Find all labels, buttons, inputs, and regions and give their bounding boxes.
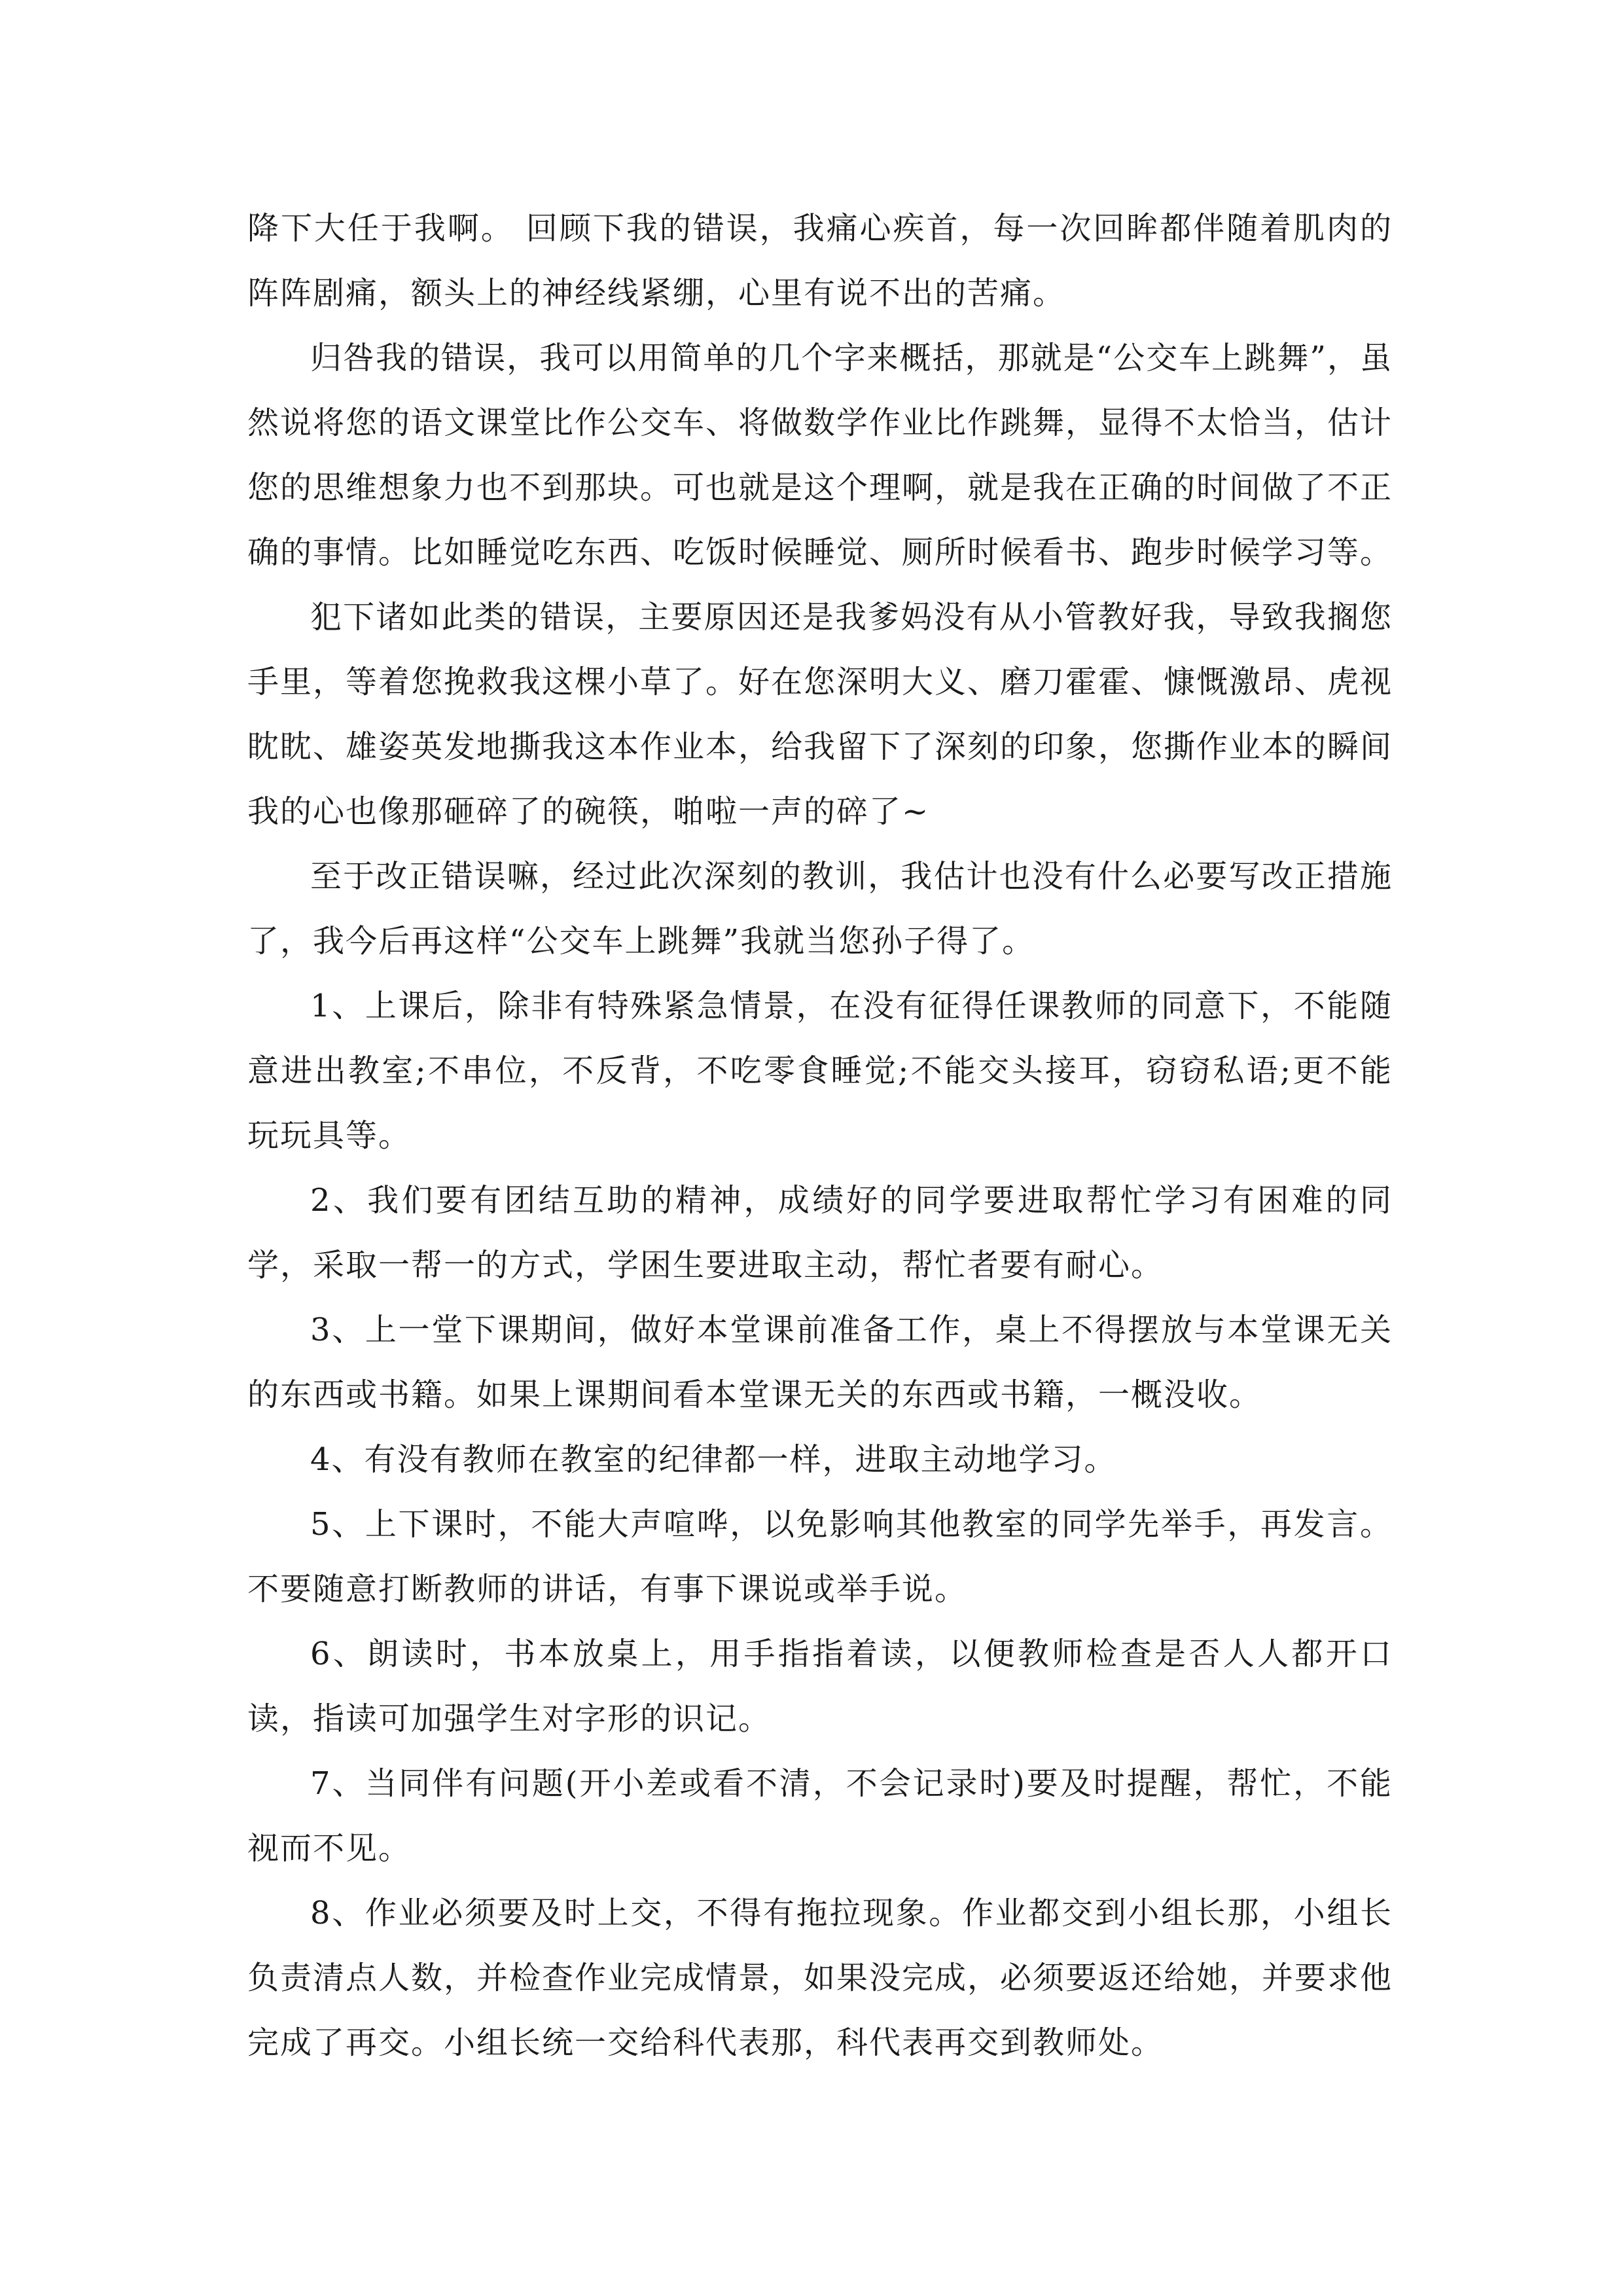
rule-item-6: 6、朗读时，书本放桌上，用手指指着读，以便教师检查是否人人都开口读，指读可加强学生对字形的识记。 [247, 1636, 1393, 1737]
rule-item-2: 2、我们要有团结互助的精神，成绩好的同学要进取帮忙学习有困难的同学，采取一帮一的方式，学困生要进取主动，帮忙者要有耐心。 [247, 1182, 1393, 1283]
rule-item-1: 1、上课后，除非有特殊紧急情景，在没有征得任课教师的同意下，不能随意进出教室;不串位，不反背，不吃零食睡觉;不能交头接耳，窃窃私语;更不能玩玩具等。 [247, 988, 1393, 1154]
rule-item-8: 8、作业必须要及时上交，不得有拖拉现象。作业都交到小组长那，小组长负责清点人数，并检查作业完成情景，如果没完成，必须要返还给她，并要求他完成了再交。小组长统一交给科代表那，科代表再交到教师处。 [247, 1895, 1393, 2061]
paragraph-3: 犯下诸如此类的错误，主要原因还是我爹妈没有从小管教好我，导致我搁您手里，等着您挽救我这棵小草了。好在您深明大义、磨刀霍霍、慷慨激昂、虎视眈眈、雄姿英发地撕我这本作业本，给我留下了深刻的印象，您撕作业本的瞬间我的心也像那砸碎了的碗筷，啪啦一声的碎了~ [247, 599, 1393, 830]
document-body [247, 196, 1393, 2075]
rule-item-7: 7、当同伴有问题(开小差或看不清，不会记录时)要及时提醒，帮忙，不能视而不见。 [247, 1765, 1393, 1867]
rule-item-4: 4、有没有教师在教室的纪律都一样，进取主动地学习。 [310, 1441, 1117, 1478]
paragraph-4: 至于改正错误嘛，经过此次深刻的教训，我估计也没有什么必要写改正措施了，我今后再这样“公交车上跳舞”我就当您孙子得了。 [247, 858, 1393, 960]
rule-item-5: 5、上下课时，不能大声喧哗，以免影响其他教室的同学先举手，再发言。不要随意打断教师的讲话，有事下课说或举手说。 [247, 1506, 1393, 1607]
rule-item-3: 3、上一堂下课期间，做好本堂课前准备工作，桌上不得摆放与本堂课无关的东西或书籍。如果上课期间看本堂课无关的东西或书籍，一概没收。 [247, 1312, 1393, 1413]
paragraph-2: 归咎我的错误，我可以用简单的几个字来概括，那就是“公交车上跳舞”，虽然说将您的语文课堂比作公交车、将做数学作业比作跳舞，显得不太恰当，估计您的思维想象力也不到那块。可也就是这个理啊，就是我在正确的时间做了不正确的事情。比如睡觉吃东西、吃饭时候睡觉、厕所时候看书、跑步时候学习等。 [247, 340, 1393, 571]
paragraph-1: 降下大任于我啊。 回顾下我的错误，我痛心疾首，每一次回眸都伴随着肌肉的阵阵剧痛，额头上的神经线紧绷，心里有说不出的苦痛。 [247, 210, 1393, 312]
